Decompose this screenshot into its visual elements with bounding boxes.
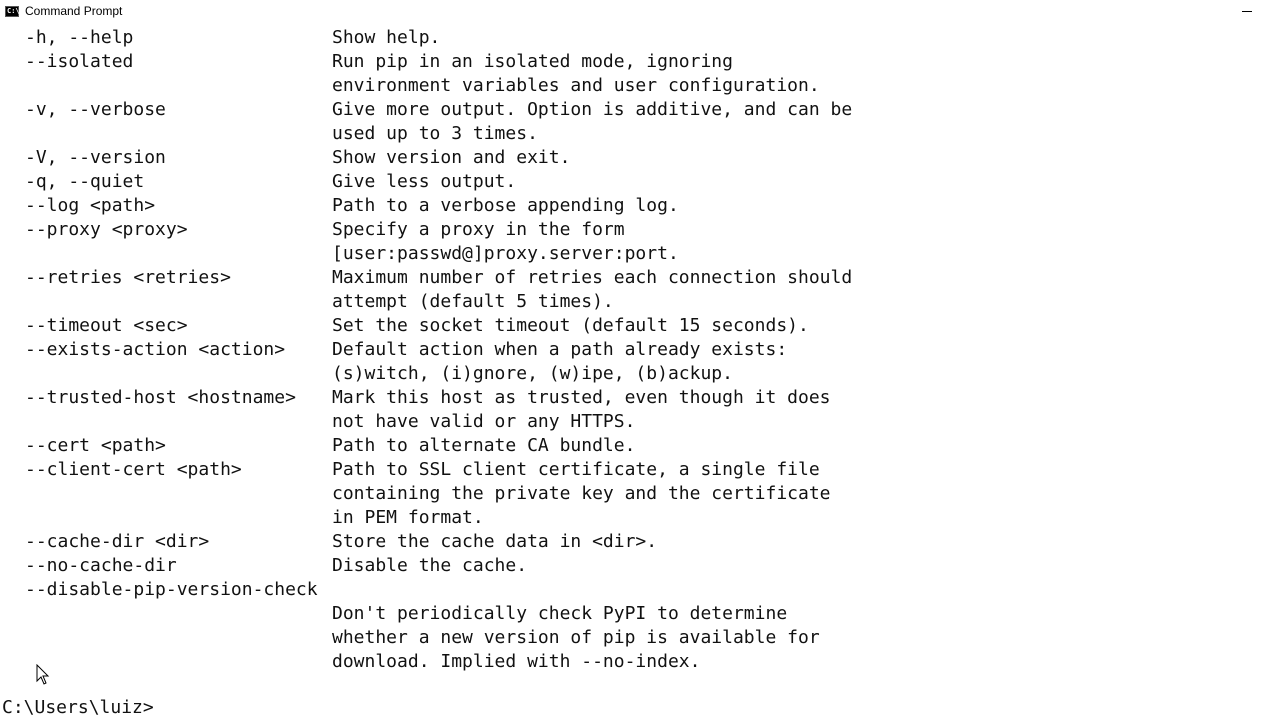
option-description: whether a new version of pip is available for [332,627,820,648]
option-flag: --retries <retries> [25,267,231,288]
option-description: Default action when a path already exists: [332,339,788,360]
option-flag: --cert <path> [25,435,166,456]
option-description: Maximum number of retries each connection should [332,267,853,288]
console-output[interactable] [0,24,1280,720]
terminal-icon: C:\ [7,7,20,15]
window-title: Command Prompt [25,4,123,18]
option-flag: -h, --help [25,27,134,48]
option-description: Don't periodically check PyPI to determine [332,603,788,624]
title-bar[interactable] [0,0,1280,24]
option-description: in PEM format. [332,507,484,528]
option-flag: --client-cert <path> [25,459,242,480]
minimize-button[interactable] [1236,0,1260,24]
option-flag: --timeout <sec> [25,315,188,336]
option-description: Mark this host as trusted, even though it does [332,387,831,408]
option-flag: --cache-dir <dir> [25,531,210,552]
option-description: not have valid or any HTTPS. [332,411,636,432]
option-flag: --disable-pip-version-check [25,579,318,600]
option-flag: --isolated [25,51,134,72]
option-description: containing the private key and the certificate [332,483,831,504]
option-description: environment variables and user configuration. [332,75,820,96]
option-description: used up to 3 times. [332,123,538,144]
option-description: Path to a verbose appending log. [332,195,679,216]
option-flag: --exists-action <action> [25,339,286,360]
option-description: Give more output. Option is additive, and can be [332,99,853,120]
option-description: Disable the cache. [332,555,528,576]
mouse-cursor-icon [36,664,50,686]
option-description: Specify a proxy in the form [332,219,625,240]
option-description: Set the socket timeout (default 15 seconds). [332,315,809,336]
option-description: attempt (default 5 times). [332,291,614,312]
option-description: Give less output. [332,171,517,192]
option-flag: -V, --version [25,147,166,168]
option-description: Path to SSL client certificate, a single file [332,459,820,480]
option-flag: -q, --quiet [25,171,145,192]
option-description: Store the cache data in <dir>. [332,531,658,552]
option-description: (s)witch, (i)gnore, (w)ipe, (b)ackup. [332,363,733,384]
command-prompt-line[interactable]: C:\Users\luiz> [2,697,154,718]
option-description: Show version and exit. [332,147,571,168]
option-description: Show help. [332,27,441,48]
option-description: [user:passwd@]proxy.server:port. [332,243,679,264]
option-description: Run pip in an isolated mode, ignoring [332,51,733,72]
option-flag: --log <path> [25,195,156,216]
option-description: download. Implied with --no-index. [332,651,701,672]
option-flag: --no-cache-dir [25,555,177,576]
option-flag: --trusted-host <hostname> [25,387,296,408]
option-flag: --proxy <proxy> [25,219,188,240]
option-description: Path to alternate CA bundle. [332,435,636,456]
option-flag: -v, --verbose [25,99,166,120]
